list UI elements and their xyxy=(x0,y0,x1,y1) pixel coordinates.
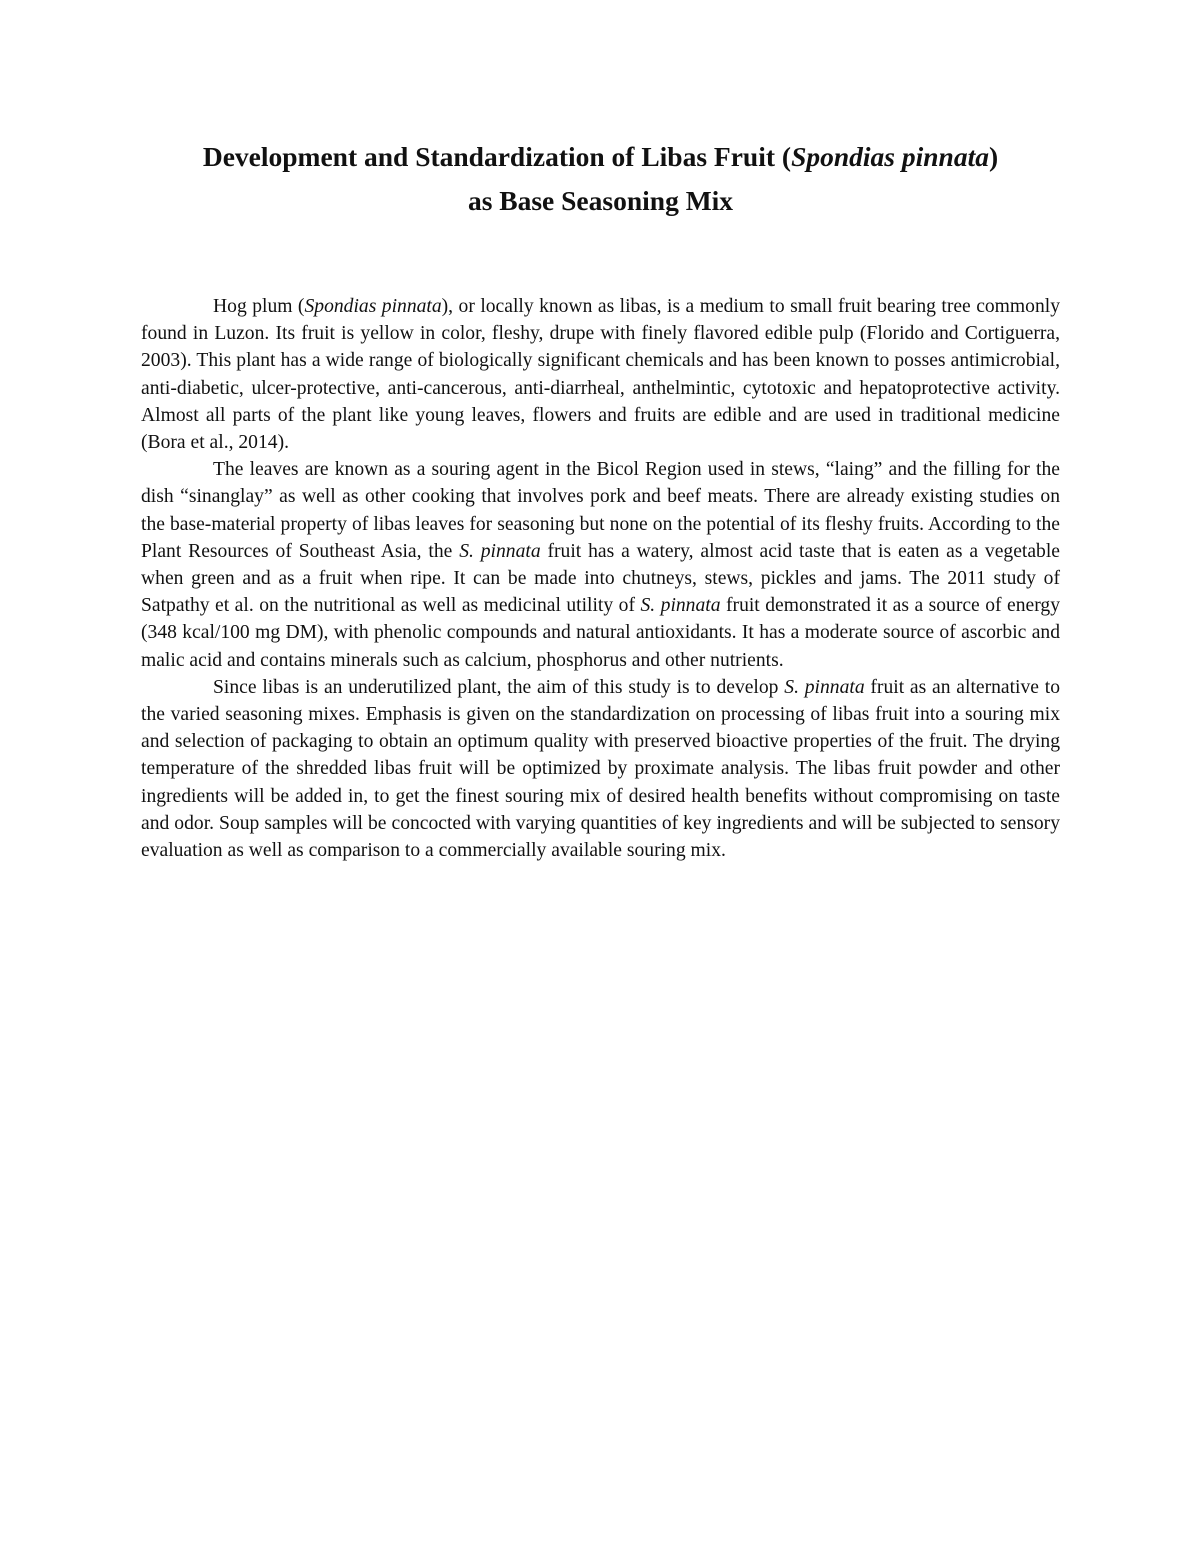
document-title xyxy=(141,135,1060,223)
text-segment: Hog plum ( xyxy=(213,296,305,317)
text-segment: ), or locally known as libas, is a medium to small fruit bearing tree commonly found in Luzon. Its fruit is yellow in color, fleshy, drupe with finely flavored edible pulp (Florido and Cortiguerra, 2003). This plant has a wide range of biologically significant chemicals and has been known to posses antimicrobial, anti-diabetic, ulcer-protective, anti-cancerous, anti-diarrheal, anthelmintic, cytotoxic and hepatoprotective activity. Almost all parts of the plant like young leaves, flowers and fruits are edible and are used in traditional medicine (Bora et al., 2014). xyxy=(141,296,1061,454)
italic-species-name: Spondias pinnata xyxy=(304,296,442,317)
paragraph-intro xyxy=(141,293,1060,456)
text-segment: Since libas is an underutilized plant, the aim of this study is to develop xyxy=(213,676,785,698)
paragraph-background xyxy=(141,456,1060,674)
italic-species-name: S. pinnata xyxy=(459,540,541,562)
title-species-name: Spondias pinnata xyxy=(791,141,989,172)
text-segment: fruit has a watery, almost acid taste that is eaten as a vegetable when green and as a fruit when ripe. It can be made into chutneys, stews, pickles and jams. The 2011 study of Satpathy et al. on the nutritional as well as medicinal utility of xyxy=(141,540,1060,617)
title-line1-prefix: Development and Standardization of Libas Fruit ( xyxy=(202,141,792,172)
text-segment: fruit demonstrated it as a source of energy (348 kcal/100 mg DM), with phenolic compounds and natural antioxidants. It has a moderate source of ascorbic and malic acid and contains minerals such as calcium, phosphorus and other nutrients. xyxy=(141,595,1061,671)
italic-species-name: S. pinnata xyxy=(784,676,865,698)
title-line1-suffix: ) xyxy=(989,141,999,172)
text-segment: The leaves are known as a souring agent in the Bicol Region used in stews, “laing” and the filling for the dish “sinanglay” as well as other cooking that involves pork and beef meats. There are already existing studies on the base-material property of libas leaves for seasoning but none on the potential of its fleshy fruits. According to the Plant Resources of Southeast Asia, the xyxy=(141,459,1060,562)
document-page xyxy=(141,135,1060,864)
title-line1 xyxy=(203,141,998,172)
paragraph-aim xyxy=(141,674,1060,864)
text-segment: fruit as an alternative to the varied seasoning mixes. Emphasis is given on the standardization on processing of libas fruit into a souring mix and selection of packaging to obtain an optimum quality with preserved bioactive properties of the fruit. The drying temperature of the shredded libas fruit will be optimized by proximate analysis. The libas fruit powder and other ingredients will be added in, to get the finest souring mix of desired health benefits without compromising on taste and odor. Soup samples will be concocted with varying quantities of key ingredients and will be subjected to sensory evaluation as well as comparison to a commercially available souring mix. xyxy=(141,676,1061,862)
document-body xyxy=(141,293,1060,864)
title-line2: as Base Seasoning Mix xyxy=(467,185,734,216)
italic-species-name: S. pinnata xyxy=(640,595,721,617)
